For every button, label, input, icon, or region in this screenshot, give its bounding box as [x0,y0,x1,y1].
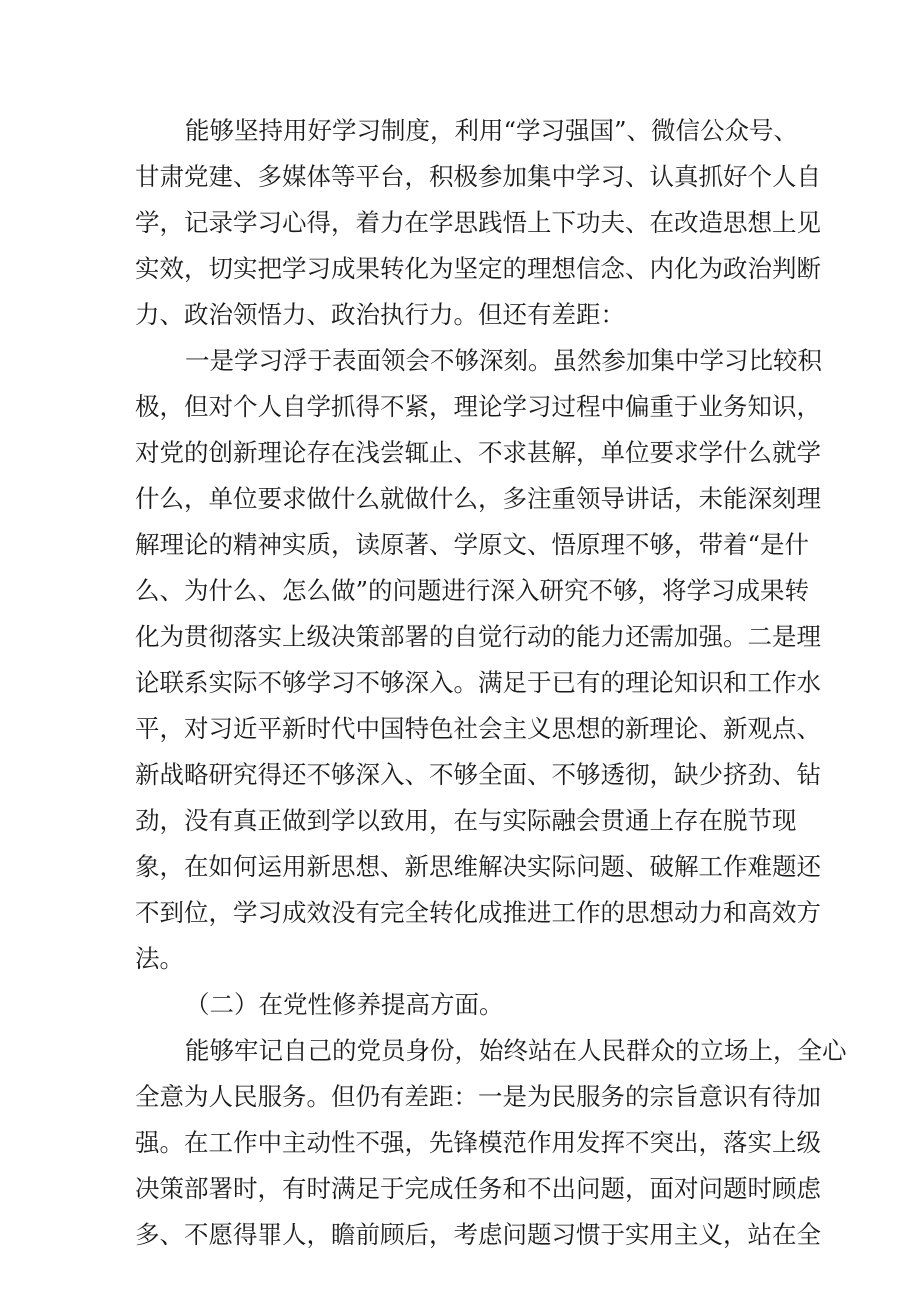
paragraph-line: 论联系实际不够学习不够深入。满足于已有的理论知识和工作水 [135,668,821,697]
paragraph-line: 甘肃党建、多媒体等平台，积极参加集中学习、认真抓好个人自 [135,162,821,191]
paragraph-line: 能够坚持用好学习制度，利用“学习强国”、微信公众号、 [185,116,799,145]
paragraph-line: 化为贯彻落实上级决策部署的自觉行动的能力还需加强。二是理 [135,622,821,651]
paragraph-line: 平，对习近平新时代中国特色社会主义思想的新理论、新观点、 [135,714,821,743]
paragraph-line: 极，但对个人自学抓得不紧，理论学习过程中偏重于业务知识， [135,392,821,421]
paragraph-line: 强。在工作中主动性不强，先锋模范作用发挥不突出，落实上级 [135,1128,821,1157]
paragraph-line: 多、不愿得罪人，瞻前顾后，考虑问题习惯于实用主义，站在全 [135,1220,821,1249]
paragraph-line: 一是学习浮于表面领会不够深刻。虽然参加集中学习比较积 [185,346,822,375]
paragraph-line: 什么，单位要求做什么就做什么，多注重领导讲话，未能深刻理 [135,484,821,513]
paragraph-line: 实效，切实把学习成果转化为坚定的理想信念、内化为政治判断 [135,254,821,283]
paragraph-line: 全意为人民服务。但仍有差距：一是为民服务的宗旨意识有待加 [135,1082,821,1111]
section-heading: （二）在党性修养提高方面。 [185,990,504,1019]
paragraph-line: 力、政治领悟力、政治执行力。但还有差距： [135,300,625,329]
paragraph-line: 决策部署时，有时满足于完成任务和不出问题，面对问题时顾虑 [135,1174,821,1203]
paragraph-line: 能够牢记自己的党员身份，始终站在人民群众的立场上，全心 [185,1036,847,1065]
paragraph-line: 解理论的精神实质，读原著、学原文、悟原理不够，带着“是什 [135,530,810,559]
paragraph-line: 法。 [135,944,184,973]
paragraph-line: 不到位，学习成效没有完全转化成推进工作的思想动力和高效方 [135,898,821,927]
paragraph-line: 劲，没有真正做到学以致用，在与实际融会贯通上存在脱节现 [135,806,797,835]
paragraph-line: 对党的创新理论存在浅尝辄止、不求甚解，单位要求学什么就学 [135,438,821,467]
paragraph-line: 学，记录学习心得，着力在学思践悟上下功夫、在改造思想上见 [135,208,821,237]
paragraph-line: 新战略研究得还不够深入、不够全面、不够透彻，缺少挤劲、钻 [135,760,821,789]
paragraph-line: 象，在如何运用新思想、新思维解决实际问题、破解工作难题还 [135,852,821,881]
paragraph-line: 么、为什么、怎么做”的问题进行深入研究不够，将学习成果转 [135,576,810,605]
